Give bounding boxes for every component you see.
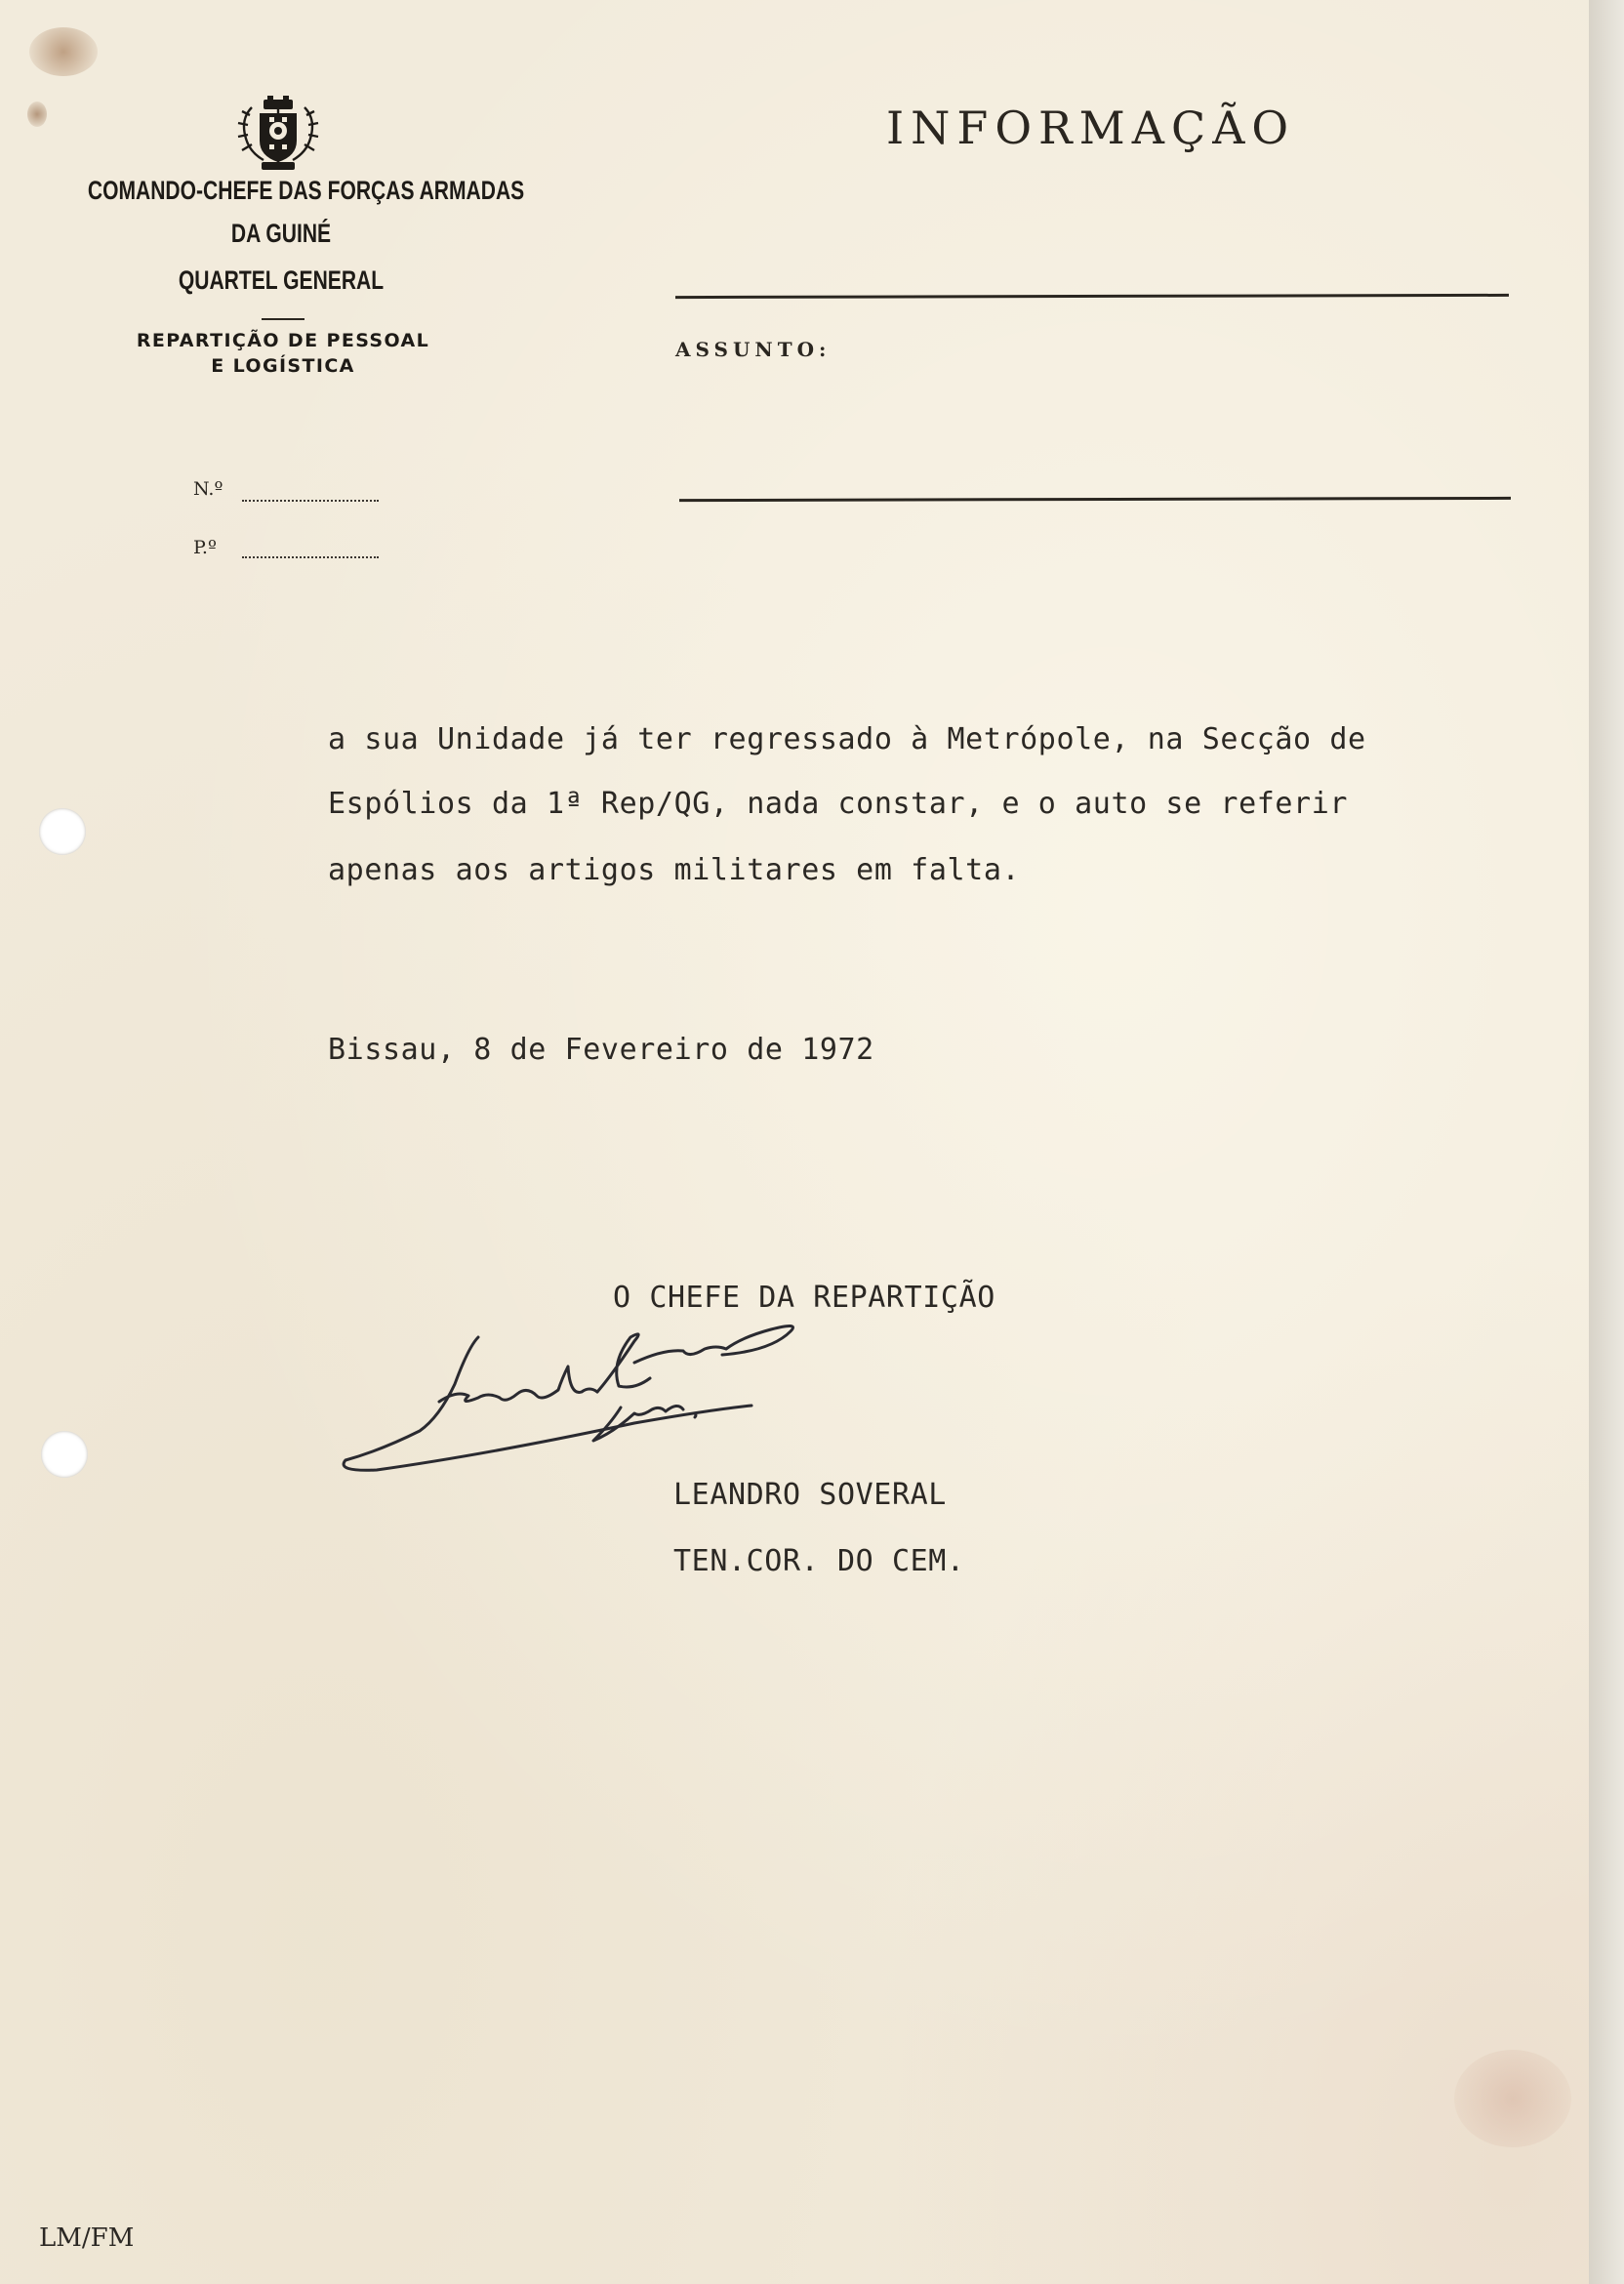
body-text-line: Espólios da 1ª Rep/QG, nada constar, e o auto se referir (328, 787, 1349, 821)
handwritten-signature-icon (342, 1308, 1122, 1503)
punch-hole (39, 808, 86, 855)
signatory-role: O CHEFE DA REPARTIÇÃO (613, 1281, 995, 1315)
document-title: INFORMAÇÃO (886, 102, 1296, 154)
process-label: P.º (193, 537, 217, 558)
coat-of-arms-icon (232, 96, 324, 174)
signatory-name: LEANDRO SOVERAL (673, 1478, 947, 1512)
header-divider (262, 318, 304, 320)
rust-stain (27, 102, 47, 127)
process-field-line (242, 556, 379, 558)
headquarters-name: QUARTEL GENERAL (178, 265, 385, 295)
number-label: N.º (193, 478, 223, 500)
subject-label: ASSUNTO: (675, 338, 832, 361)
rust-stain (29, 27, 98, 76)
rust-stain (1454, 2050, 1571, 2147)
organization-name: COMANDO-CHEFE DAS FORÇAS ARMADAS (87, 176, 525, 205)
signatory-rank: TEN.COR. DO CEM. (673, 1544, 965, 1578)
organization-region: DA GUINÉ (230, 219, 332, 248)
punch-hole (41, 1431, 88, 1478)
body-text-line: a sua Unidade já ter regressado à Metrópole, na Secção de (328, 722, 1366, 756)
subject-rule (679, 497, 1511, 502)
page-edge-background (1589, 0, 1624, 2284)
department-name: REPARTIÇÃO DE PESSOAL (136, 330, 430, 351)
date-line: Bissau, 8 de Fevereiro de 1972 (328, 1033, 874, 1067)
typist-initials: LM/FM (39, 2223, 135, 2253)
body-text-line: apenas aos artigos militares em falta. (328, 853, 1021, 887)
department-name-continued: E LOGÍSTICA (211, 355, 355, 377)
number-field-line (242, 500, 379, 502)
title-rule (675, 294, 1509, 299)
